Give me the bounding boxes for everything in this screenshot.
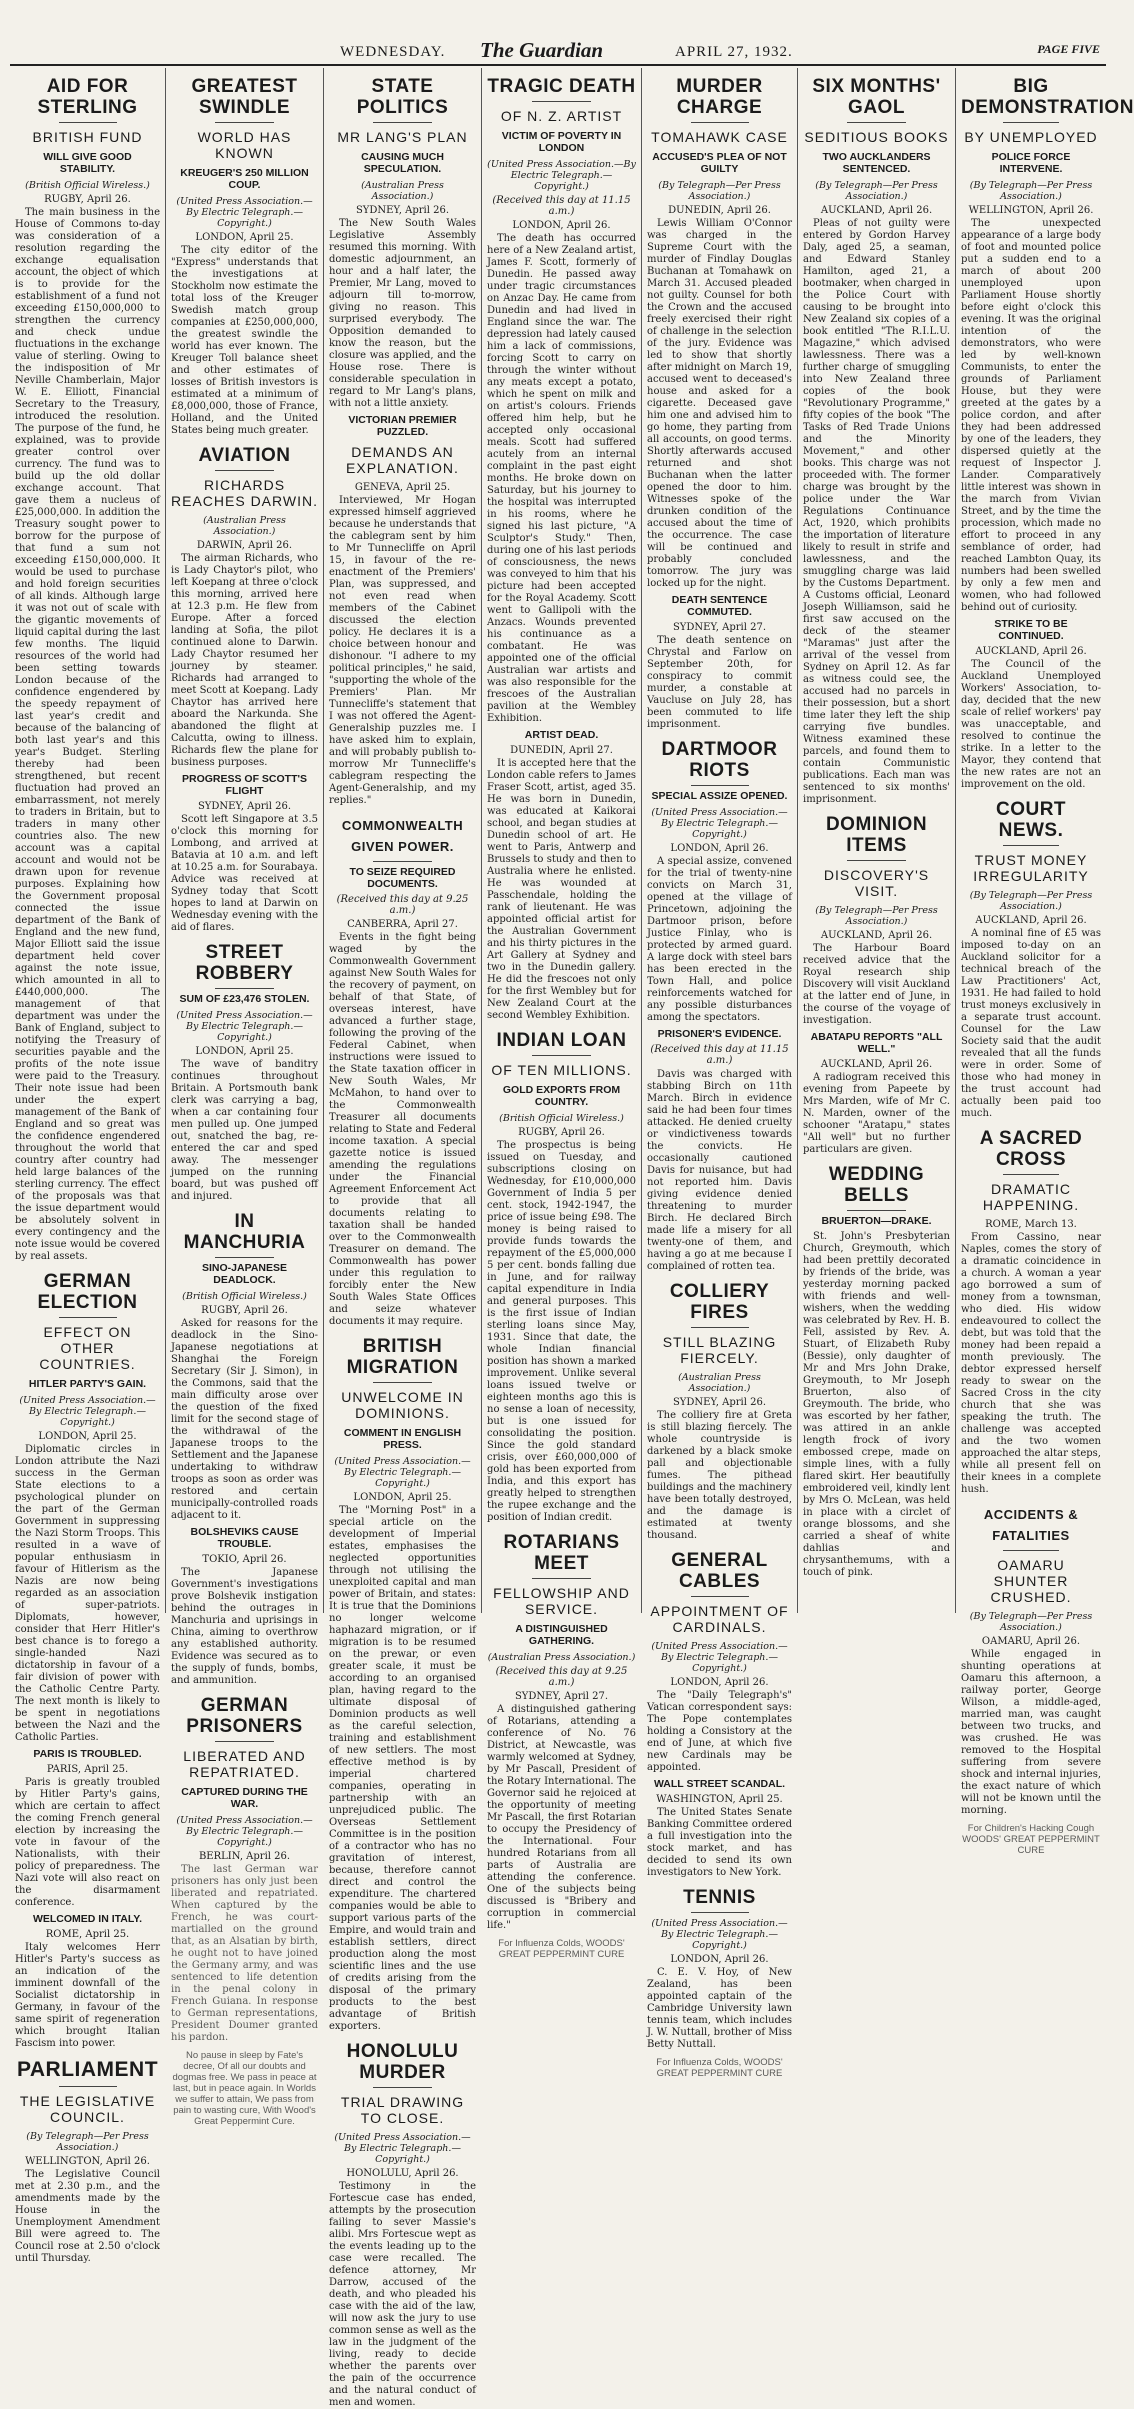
divider [373,861,432,862]
article-body: The prospectus is being issued on Tuesday, and subscriptions closing on Wednesday, for £10,000,000 Government of India 5 per cent. stock, 1942-1947, the price of issue being £98. The money is being raised to provide funds towards the repayment of the £5,000,000 5 per cent. bonds falling due in June, and for railway capital expenditure in India and general purposes. This is the first issue of Indian sterling loans since May, 1931. Since that date, the whole Indian financial position has shown a marked improvement. Unlike several loans issued twelve or eighteen months ago this is no sense a loan of necessity, but is one issued for consolidating the position. Since the gold standard crisis, over £60,000,000 of gold has been exported from India, and this export has greatly helped to strengthen the rupee exchange and the position of Indian credit. [487,1140,636,1523]
headline: TENNIS [683,1887,756,1908]
wire-credit: (United Press Association.—By Electric Telegraph.—Copyright.) [176,196,313,229]
deck: DEATH SENTENCE COMMUTED. [671,594,768,618]
received-note: (Received this day at 11.15 a.m.) [492,195,631,217]
article [961,618,1101,791]
article-body: Interviewed, Mr Hogan expressed himself aggrieved because he understands that the cablegram sent by him to Mr Tunnecliffe on April 15, in favour of the re-enactment of the Premiers' Plan, was suppressed, and not even read when members of the Cabinet discussed the election policy. He declares it is a choice between honour and dishonour. "I adhere to my political principles," he said, "supporting the whole of the Premiers' Plan. Mr Tunnecliffe's statement that I was not offered the Agent-Generalship puzzles me. I have asked him to explain, and will probably publish to-morrow Mr Tunnecliffe's cablegram respecting the Agent-Generalship, and my replies." [329,495,476,806]
deck: CAPTURED DURING THE WAR. [181,1786,308,1810]
article-body: Davis was charged with stabbing Birch on 11th March. Birch in evidence said he had been four times attacked. He denied cruelty or vindictiveness towards the convicts. He occasionally cautioned Davis for nuisance, but had not reported him. Davis giving evidence denied threatening to murder Birch. He declared Birch made life a misery for all twenty-one of them, and having a go at me because I complained of rotten tea. [647,1069,792,1272]
article [15,76,160,1263]
deck: TO SEIZE REQUIRED DOCUMENTS. [349,866,456,890]
divider [1003,845,1059,846]
dateline: SYDNEY, April 27. [514,1691,609,1702]
dateline: LONDON, April 26. [670,1954,769,1965]
page-number: PAGE FIVE [1037,42,1100,56]
divider [59,122,117,123]
deck: POLICE FORCE INTERVENE. [991,151,1071,175]
deck: ABATAPU REPORTS "ALL WELL." [810,1031,943,1055]
dateline: PARIS, April 25. [46,1764,129,1775]
article-body: The Japanese Government's investigations prove Bolshevik instigation behind the outrages in Manchuria and uprisings in China, aiming to overthrow any established authority. Evidence was secured as to the supply of funds, bombs, and ammunition. [171,1567,318,1686]
subheadline: APPOINTMENT OF CARDINALS. [650,1603,789,1635]
article-body: St. John's Presbyterian Church, Greymouth, which had been prettily decorated by friends of the bride, was yesterday morning packed with friends and well-wishers, when the wedding was celebrated by Rev. H. B. Fell, assisted by Rev. A. Stuart, of Elizabeth Ruby (Bessie), only daughter of Mr and Mrs John Drake, Greymouth, to Mr Joseph Bruerton, also of Greymouth. The bride, who was escorted by her father, was attired in an ankle length frock of ivory embossed crepe, made on simple lines, with a fully flared skirt. Her beautifully embroidered veil, kindly lent by Mrs O. McLean, was held in place with a circlet of orange blossoms, and she carried a sheaf of white dahlias and chrysanthemums, with a touch of pink. [803,1231,950,1578]
article [487,76,636,725]
deck: WALL STREET SCANDAL. [653,1778,786,1790]
headline: AVIATION [198,445,291,466]
article-body: Italy welcomes Herr Hitler's Party's success as an indication of the imminent downfall of the Socialist dictatorship in Germany, in favour of the same spirit of regeneration which brought Italian Fascism into power. [15,1942,160,2049]
headline: COMMONWEALTH GIVEN POWER. [341,818,464,854]
advertisement [171,2050,318,2127]
deck: GOLD EXPORTS FROM COUNTRY. [502,1084,621,1108]
article [171,1211,318,1522]
divider [532,1578,592,1579]
headline: COURT NEWS. [995,799,1067,841]
deck: SUM OF £23,476 STOLEN. [179,993,310,1005]
column-4 [482,68,642,1960]
subheadline: RICHARDS REACHES DARWIN. [171,477,318,509]
article [803,1031,950,1156]
article-body: The Council of the Auckland Unemployed Workers' Association, to-day, decided that the new scale of relief workers' pay was unacceptable, and resolved to continue the strike. In a letter to the Mayor, they contend that the new rates are not an improvement on the old. [961,659,1101,790]
article [803,76,950,806]
dateline: HONOLULU, April 26. [346,2168,459,2179]
article [961,76,1134,614]
deck: ARTIST DEAD. [524,729,599,741]
article [15,1748,160,1909]
article-body: The colliery fire at Greta is still blazing fiercely. The whole countryside is darkened by a black smoke pall and objectionable fumes. The pithead buildings and the machinery have been totally destroyed, and the damage is estimated at twenty thousand. [647,1410,792,1541]
headline: INDIAN LOAN [496,1030,627,1051]
wire-credit: (United Press Association.—By Electric Telegraph.—Copyright.) [651,1918,788,1951]
subheadline: DISCOVERY'S VISIT. [823,867,930,899]
article-body: The New South Wales Legislative Assembly resumed this morning. With domestic adjournment, an hour and a half later, the Premier, Mr Lang, moved to adjourn till to-morrow, giving no reason. This surprised everybody. The Opposition demanded to know the reason, but the closure was applied, and the House rose. There is considerable speculation in regard to Mr Lang's plans, with not a little anxiety. [329,218,476,409]
divider [532,101,592,102]
article-body: The Harbour Board received advice that the Royal research ship Discovery will visit Auckland at the latter end of June, in the course of the voyage of investigation. [803,943,950,1026]
divider [691,1596,749,1597]
divider [691,785,749,786]
dateline: RUGBY, April 26. [201,1305,288,1316]
subheadline: DRAMATIC HAPPENING. [982,1181,1080,1213]
column-1 [10,68,166,2264]
divider [215,1257,274,1258]
divider [373,122,432,123]
divider [1003,122,1059,123]
article-body: The death has occurred here of a New Zealand artist, James F. Scott, formerly of Dunedin. He passed away under tragic circumstances on Anzac Day. He came from Dunedin and had lived in England since the war. The depression had lately caused him a lack of commissions, forcing Scott to carry on through the winter without any meats except a potato, which he spent on milk and on artist's colours. Friends offered him help, but he accepted only occasional meals. Scott had suffered acutely from an internal complaint in the past eight months. He broke down on Saturday, but his journey to the hospital was interrupted in his rooms, where he signed his last picture, "A Sculptor's Study." Then, during one of his last periods of consciousness, the news was conveyed to him that his picture had been accepted for the Royal Academy. Scott went to Gallipoli with the Anzacs. Wounds prevented his continuance as a combatant. He was appointed one of the official Australian war artists and was also responsible for the frescoes of the Australian pavilion at the Wembley Exhibition. [487,233,636,724]
headline: PARLIAMENT [16,2058,159,2081]
article [647,739,792,1024]
article [647,76,792,590]
wire-credit: (Australian Press Association.) [203,515,286,537]
deck: SINO-JAPANESE DEADLOCK. [202,1262,287,1286]
wire-credit: (Australian Press Association.) [678,1372,761,1394]
headline: GREATEST SWINDLE [191,76,298,118]
deck: KREUGER'S 250 MILLION COUP. [180,167,309,191]
headline: SIX MONTHS' GAOL [812,76,941,118]
article [647,1778,792,1879]
subheadline: SEDITIOUS BOOKS [804,129,949,145]
article-body: While engaged in shunting operations at Oamaru this afternoon, a railway porter, George Wilson, a middle-aged, married man, was caught between two trucks, and was crushed. He was removed to the Hospital suffering from severe shock and internal injuries, the exact nature of which will not be known until the morning. [961,1649,1101,1816]
subheadline: UNWELCOME IN DOMINIONS. [341,1389,464,1421]
headline: A SACRED CROSS [979,1128,1083,1170]
article [961,799,1101,1120]
divider [847,860,906,861]
article-body: Paris is greatly troubled by Hitler Party's gains, which are certain to affect the coming French general election by increasing the vote in favour of the Nationalists, with their policy of preparedness. The Nazi vote will also react on the disarmament conference. [15,1777,160,1908]
divider [373,2087,432,2088]
article-body: It is accepted here that the London cable refers to James Fraser Scott, artist, aged 35. He was born in Dunedin, was educated at Kaikorai school, and began studies at Dunedin school of art. He went to Paris, Antwerp and Brussels to study and then to Australia where he enlisted. He was wounded at Passchendale, holding the rank of lieutenant. He was appointed official artist for the Australian Government and his thirty pictures in the Art Gallery at Sydney and two in the Dunedin gallery. He did the frescoes not only for the first Wembley but for New Zealand Court at the second Wembley Exhibition. [487,758,636,1021]
wire-credit: (By Telegraph—Per Press Association.) [969,180,1093,202]
headline: STREET ROBBERY [195,942,294,984]
headline: BRITISH MIGRATION [346,1336,459,1378]
headline: DOMINION ITEMS [825,814,928,856]
article [171,1695,318,2044]
headline: DARTMOOR RIOTS [661,739,778,781]
article [647,1887,792,2051]
ad-text: No pause in sleep by Fate's decree, Of all our doubts and dogmas free. We pass in peace at last, but in peace again. In Worlds we suffer to attain, We pass from pain to wasting cure, With Wood's Great Peppermint Cure. [172,2050,317,2127]
divider [691,1327,749,1328]
article-body: The unexpected appearance of a large body of foot and mounted police put a sudden end to a march of about 200 unemployed upon Parliament House shortly before eight o'clock this evening. It was the original intention of the demonstrators, who were led by well-known Communists, to enter the grounds of Parliament House, but they were greeted at the gates by a police cordon, and after they had been addressed by one of the leaders, they dispersed quietly at the request of Inspector J. Lander. Comparatively little interest was shown in the march from Vivian Street, and by the time the procession, which made no effort to proceed in any semblance of order, had reached Lambton Quay, its numbers had been swelled by only a few men and women, who had followed behind out of curiosity. [961,218,1101,613]
wire-credit: (British Official Wireless.) [182,1291,307,1302]
wire-credit: (United Press Association.—By Electric Telegraph.—Copyright.) [334,1456,471,1489]
dateline: WASHINGTON, April 25. [656,1794,783,1805]
dateline: DARWIN, April 26. [196,540,293,551]
received-note: (Received this day at 9.25 a.m.) [495,1666,628,1688]
subheadline: LIBERATED AND REPATRIATED. [183,1748,306,1780]
article-body: C. E. V. Hoy, of New Zealand, has been appointed captain of the Cambridge University lawn tennis team, which includes J. W. Nuttall, brother of Miss Betty Nuttall. [647,1967,792,2050]
dateline: AUCKLAND, April 26. [820,205,933,216]
article-body: Testimony in the Fortescue case has ended, attempts by the prosecution failing to sever Massie's alibi. Mrs Fortescue wept as the events leading up to the case were recalled. The defence attorney, Mr Darrow, accused of the death, and who pleaded his case with the aid of the law, will now ask the jury to use common sense as well as the law in the judgment of the living, ready to decide whether the parents over the pain of the occurrence and the natural conduct of men and women. [329,2181,476,2408]
ad-text: For Influenza Colds, WOODS' GREAT PEPPERMINT CURE [656,2057,783,2079]
wire-credit: (United Press Association.—By Electric Telegraph.—Copyright.) [334,2132,471,2165]
dateline: WELLINGTON, April 26. [25,2156,150,2167]
article [803,1164,950,1579]
divider [1003,1174,1059,1175]
headline: GERMAN ELECTION [37,1271,138,1313]
article-body: A distinguished gathering of Rotarians, attending a conference of No. 76 District, at Newcastle, was warmly welcomed at Sydney, by Mr Pascall, President of the Rotary International. The Governor said he rejoiced at the opportunity of meeting Mr Pascall, the first Rotarian to occupy the Presidency of the International. Four hundred Rotarians from all parts of Australia are attending the conference. One of the subjects being discussed is "Bribery and corruption in commercial life." [487,1704,636,1931]
article-body: Lewis William O'Connor was charged in the Supreme Court with the murder of Findlay Douglas Buchanan at Tomahawk on March 31. Accused pleaded not guilty. Counsel for both the Crown and the accused freely exercised their right of challenge in the selection of the jury. Evidence was led to show that shortly after midnight on March 19, accused went to deceased's house and asked for a cigarette. Deceased gave him one and advised him to go home, they parting from all accounts, on good terms. Shortly afterwards accused returned and shot Buchanan when the latter opened the door to him. Witnesses spoke of the drunken condition of the accused about the time of the occurrence. The case will be continued and probably concluded tomorrow. The jury was locked up for the night. [647,218,792,589]
deck: BOLSHEVIKS CAUSE TROUBLE. [190,1526,299,1550]
wire-credit: (Australian Press Association.) [361,180,444,202]
dateline: AUCKLAND, April 26. [820,1059,933,1070]
article-body: Diplomatic circles in London attribute the Nazi success in the German State elections to a psychological plunder on the part of the German Government in suppressing the Nazi Storm Troops. This resulted in a wave of popular enthusiasm in favour of Hitlerism as the Nazis are now being regarded as an association of super-patriots. Diplomats, however, consider that Herr Hitler's best chance is to forego a single-handed Nazi dictatorship in favour of a fair division of power with the Catholic Centre Party. The next month is likely to be spent in negotiations between the Nazi and the Catholic Parties. [15,1444,160,1743]
deck: VICTIM OF POVERTY IN LONDON [501,130,622,154]
masthead [10,38,1106,66]
subheadline: OF N. Z. ARTIST [500,108,623,124]
wire-credit: (United Press Association.—By Electric Telegraph.—Copyright.) [487,159,636,192]
headline: BIG DEMONSTRATION [961,76,1134,118]
article [329,414,476,807]
divider [59,2086,117,2087]
article [15,1913,160,2050]
subheadline: MR LANG'S PLAN [337,129,468,145]
article-body: Scott left Singapore at 3.5 o'clock this morning for Lombong, and arrived at Batavia at 10 a.m. and left at 10.25 a.m. for Sourabaya. Advice was received at Sydney today that Scott hopes to land at Darwin on Wednesday evening with the aid of flares. [171,814,318,933]
masthead-date: APRIL 27, 1932. [675,44,793,60]
deck: ACCUSED'S PLEA OF NOT GUILTY [652,151,787,175]
divider [847,1210,906,1211]
article [647,1281,792,1542]
divider [532,1055,592,1056]
wire-credit: (British Official Wireless.) [25,180,150,191]
dateline: AUCKLAND, April 26. [975,915,1087,926]
article [487,1030,636,1524]
subheadline: OAMARU SHUNTER CRUSHED. [990,1557,1072,1605]
headline: GERMAN PRISONERS [186,1695,303,1737]
headline: GENERAL CABLES [671,1550,768,1592]
dateline: DUNEDIN, April 27. [510,745,613,756]
newspaper-title: The Guardian [480,38,604,62]
wire-credit: (By Telegraph—Per Press Association.) [26,2131,149,2153]
wire-credit: (By Telegraph—Per Press Association.) [969,890,1093,912]
subheadline: DEMANDS AN EXPLANATION. [346,444,459,476]
dateline: OAMARU, April 26. [981,1636,1081,1647]
column-3 [324,68,482,2408]
divider [1003,1550,1059,1551]
subheadline: BRITISH FUND [32,129,143,145]
dateline: LONDON, April 26. [670,843,769,854]
article [329,76,476,410]
divider [691,1912,749,1913]
article [329,1336,476,2033]
headline: IN MANCHURIA [183,1211,306,1253]
article [961,1128,1101,1496]
article [329,815,476,1328]
article-body: The death sentence on Chrystal and Farlow on September 20th, for conspiracy to commit murder, a constable at Vaucluse on July 28, has been commuted to life imprisonment. [647,635,792,730]
wire-credit: (By Telegraph—Per Press Association.) [815,905,938,927]
deck: WILL GIVE GOOD STABILITY. [43,151,132,175]
dateline: ROME, April 25. [45,1929,130,1940]
subheadline: EFFECT ON OTHER COUNTRIES. [39,1324,136,1372]
deck: SPECIAL ASSIZE OPENED. [651,790,788,802]
subheadline: WORLD HAS KNOWN [197,129,292,161]
deck: PRISONER'S EVIDENCE. [657,1028,782,1040]
article [15,2058,160,2265]
column-2 [166,68,324,2127]
dateline: SYDNEY, April 26. [672,1397,767,1408]
article-body: The wave of banditry continues throughout Britain. A Portsmouth bank clerk was carrying a bag, when a car containing four men pulled up. One jumped out, snatched the bag, re-entered the car and sped away. The messenger jumped on the running board, but was pushed off and injured. [171,1059,318,1202]
wire-credit: (By Telegraph—Per Press Association.) [969,1611,1093,1633]
dateline: RUGBY, April 26. [518,1127,605,1138]
article [647,1550,792,1774]
dateline: LONDON, April 26. [512,220,611,231]
dateline: BERLIN, April 26. [198,1851,291,1862]
deck: PROGRESS OF SCOTT'S FLIGHT [181,773,307,797]
deck: CAUSING MUCH SPECULATION. [361,151,444,175]
article [171,445,318,769]
article-body: The city editor of the "Express" understands that the investigations at Stockholm now estimate the total loss of the Kreuger Swedish match group companies at £250,000,000, the greatest swindle the world has ever known. The Kreuger Toll balance sheet and other estimates of losses of British investors is estimated at a minimum of £8,000,000, those of France, Holland, and the United States being much greater. [171,245,318,436]
dateline: LONDON, April 25. [353,1492,452,1503]
article-body: A radiogram received this evening from Papeete by Mrs Marden, wife of Mr C. N. Marden, owner of the schooner "Aratapu," states "All well" but no further particulars are given. [803,1072,950,1155]
headline: MURDER CHARGE [676,76,763,118]
deck: A DISTINGUISHED GATHERING. [515,1623,608,1647]
dateline: LONDON, April 25. [38,1431,137,1442]
headline: WEDDING BELLS [828,1164,925,1206]
wire-credit: (Australian Press Association.) [487,1652,636,1663]
dateline: WELLINGTON, April 26. [968,205,1094,216]
received-note: (Received this day at 11.15 a.m.) [650,1044,789,1066]
article [171,1526,318,1687]
headline: TRAGIC DEATH [487,76,636,97]
deck: WELCOMED IN ITALY. [32,1913,143,1925]
advertisement [487,1938,636,1960]
article-body: A special assize, convened for the trial of twenty-nine convicts on March 31, opened at the village of Princetown, adjoining the Dartmoor prison, before Justice Finlay, who is protected by armed guard. A large dock with steel bars has been erected in the Town Hall, and police reinforcements watched for any possible disturbances among the spectators. [647,856,792,1023]
advertisement [961,1823,1101,1856]
article [171,773,318,934]
received-note: (Received this day at 9.25 a.m.) [336,894,469,916]
subheadline: TOMAHAWK CASE [651,129,788,145]
divider [847,122,906,123]
article-body: The airman Richards, who is Lady Chaytor's pilot, who left Koepang at three o'clock this morning, arrived here at 12.3 p.m. He flew from Europe. After a forced landing at Sofia, the pilot continued alone to Darwin. Lady Chaytor resumed her journey by steamer. Richards had arranged to meet Scott at Koepang. Lady Chaytor has arrived here aboard the Narkunda. She abandoned the flight at Calcutta, owing to illness. Richards flew the plane for business purposes. [171,553,318,768]
article [487,1532,636,1932]
ad-text: For Influenza Colds, WOODS' GREAT PEPPERMINT CURE [498,1938,625,1960]
ad-text: For Children's Hacking Cough WOODS' GREAT PEPPERMINT CURE [962,1823,1100,1856]
dateline: RUGBY, April 26. [44,194,131,205]
wire-credit: (United Press Association.—By Electric Telegraph.—Copyright.) [19,1395,156,1428]
wire-credit: (United Press Association.—By Electric Telegraph.—Copyright.) [176,1815,313,1848]
headline: STATE POLITICS [356,76,449,118]
headline: ACCIDENTS & FATALITIES [983,1507,1079,1543]
article [803,814,950,1027]
newspaper-columns [10,68,1134,2408]
deck: PARIS IS TROUBLED. [33,1748,142,1760]
dateline: SYDNEY, April 26. [355,205,450,216]
headline: HONOLULU MURDER [346,2041,459,2083]
column-6 [798,68,956,1613]
deck: TWO AUCKLANDERS SENTENCED. [822,151,931,175]
subheadline: BY UNEMPLOYED [964,129,1098,145]
article-body: The "Daily Telegraph's" Vatican correspondent says: The Pope contemplates holding a Consistory at the end of June, at which five new Cardinals may be appointed. [647,1690,792,1773]
article-body: Asked for reasons for the deadlock in the Sino-Japanese negotiations at Shanghai the Foreign Secretary (Sir J. Simon), in the Commons, said that the main difficulty arose over the question of the fixed limit for the second stage of the withdrawal of the Japanese troops to the Settlement and the Japanese undertaking to withdraw troops as soon as order was restored and certain municipally-controlled roads adjacent to it. [171,1318,318,1521]
divider [373,1382,432,1383]
article [171,76,318,437]
divider [215,470,274,471]
article-body: A nominal fine of £5 was imposed to-day on an Auckland solicitor for a technical breach of the Law Practitioners' Act, 1931. He had failed to hold trust moneys exclusively in a separate trust account. Counsel for the Law Society said that the audit revealed that all the funds were in order. Some of those who had money in the trust account had actually been paid too much. [961,928,1101,1119]
deck: BRUERTON—DRAKE. [821,1215,932,1227]
deck: HITLER PARTY'S GAIN. [28,1378,147,1390]
dateline: LONDON, April 25. [195,1046,294,1057]
column-7 [956,68,1134,1856]
dateline: GENEVA, April 25. [354,482,451,493]
subheadline: THE LEGISLATIVE COUNCIL. [19,2093,156,2125]
wire-credit: (By Telegraph—Per Press Association.) [815,180,938,202]
wire-credit: (United Press Association.—By Electric Telegraph.—Copyright.) [651,1641,788,1674]
dateline: SYDNEY, April 26. [197,801,292,812]
column-5 [642,68,798,2079]
deck: STRIKE TO BE CONTINUED. [994,618,1068,642]
subheadline: OF TEN MILLIONS. [491,1062,632,1078]
headline: ROTARIANS MEET [503,1532,620,1574]
dateline: TOKIO, April 26. [202,1554,287,1565]
article-body: The Legislative Council met at 2.30 p.m., and the amendments made by the House in the Unemployment Amendment Bill were agreed to. The Council rose at 2.50 o'clock until Thursday. [15,2169,160,2264]
dateline: LONDON, April 25. [195,232,294,243]
article [487,729,636,1022]
divider [691,122,749,123]
divider [215,122,274,123]
deck: COMMENT IN ENGLISH PRESS. [343,1427,462,1451]
dateline: ROME, March 13. [985,1219,1077,1230]
dateline: AUCKLAND, April 26. [820,930,933,941]
wire-credit: (By Telegraph—Per Press Association.) [658,180,781,202]
headline: AID FOR STERLING [37,76,138,118]
subheadline: FELLOWSHIP AND SERVICE. [493,1585,630,1617]
article [647,1028,792,1273]
dateline: CANBERRA, April 27. [347,919,458,930]
advertisement [647,2057,792,2079]
wire-credit: (British Official Wireless.) [499,1113,624,1124]
dateline: AUCKLAND, April 26. [975,646,1087,657]
subheadline: STILL BLAZING FIERCELY. [662,1334,777,1366]
article-body: The last German war prisoners has only just been liberated and repatriated. When captured by the French, he was court-martialled on the ground that, as an Alsatian by birth, he ought not to have joined the Germany army, and was sentenced to life detention in the penal colony in French Guiana. In response to German representations, President Doumer granted his pardon. [171,1864,318,2043]
dateline: DUNEDIN, April 26. [668,205,771,216]
subheadline: TRUST MONEY IRREGULARITY [973,852,1089,884]
article-body: The main business in the House of Commons to-day was consideration of a resolution regarding the exchange equalisation account, the object of which is to provide for the establishment of a fund not exceeding £150,000,000 to strengthen the currency and check undue fluctuations in the exchange value of sterling. Owing to the indisposition of Mr Neville Chamberlain, Major W. E. Elliott, Financial Secretary to the Treasury, introduced the resolution. The purpose of the fund, he explained, was to provide greater control over currency. The fund was to build up the old dollar exchange account. That gave them a nucleus of £25,000,000. In addition the Treasury sought power to borrow for the purpose of that fund a sum not exceeding £150,000,000. It would be used to purchase and hold foreign securities of all kinds. Although large it was not out of scale with the gigantic movements of liquid capital during the last few months. The liquid resources of the world had been setting towards London because of the confidence engendered by the speedy repayment of last year's credit and because of the balancing of both last year's and this year's Budget. Sterling thereby had been strengthened, but recent fluctuation had proved an embarrassment, not merely to traders in Britain, but to traders in many other countries also. The new account was a capital account and would not be drawn upon for revenue purposes. Explaining how the Government proposal connected the issue department of the Bank of England and the new fund, Major Elliott said the issue department held cover against the note issue, which amounted in all to £440,000,000. The management of that department was under the Bank of England, subject to notifying the Treasury of securities payable and the profits of the note issue were paid to the Treasury. Their note issue had been under the expert management of the Bank of England and so great was the confidence engendered throughout the world that country after country had held large balances of the sterling currency. The effect of the proposals was that the issue department would be absolutely solvent in every contingency and the note issue would be covered by real assets. [15,207,160,1262]
article-body: Events in the fight being waged by the Commonwealth Government against New South Wales for the recovery of payment, on behalf of that State, of overseas interest, have advanced a further stage, following the proving of the Federal Cabinet, when instructions were issued to the State taxation officer in New South Wales, Mr McMahon, to hand over to the Commonwealth Treasurer all documents relating to State and Federal income taxation. A special gazette notice is issued amending the regulations under the Financial Agreement Enforcement Act to provide that all documents relating to taxation shall be handed over to the Commonwealth Treasurer on demand. The Commonwealth has power under this regulation to forcibly enter the New South Wales State Offices and seize whatever documents it may require. [329,932,476,1327]
article-body: The "Morning Post" in a special article on the development of Imperial estates, emphasises the neglected opportunities through not utilising the unexploited capital and man power of Britain, and states: It is true that the Dominions no longer welcome haphazard migration, or if migration is to be resumed on the prewar, or even greater scale, it must be according to an organised plan, having regard to the ultimate disposal of Dominion products as well as the careful selection, training and establishment of new settlers. The most effective method is by imperial chartered companies, operating in partnership with an unprejudiced public. The Overseas Settlement Committee is in the position of a contractor who has no gravitation of interest, because, therefore cannot direct and control the expenditure. The chartered companies would be able to support various parts of the Empire, and would train and establish settlers, direct production along the most scientific lines and the use of credits arising from the disposal of the primary products to the best advantage of British exporters. [329,1505,476,2032]
wire-credit: (United Press Association.—By Electric Telegraph.—Copyright.) [176,1010,313,1043]
dateline: LONDON, April 26. [670,1677,769,1688]
article [15,1271,160,1744]
wire-credit: (United Press Association.—By Electric Telegraph.—Copyright.) [651,807,788,840]
headline: COLLIERY FIRES [669,1281,770,1323]
article [961,1504,1101,1817]
article-body: From Cassino, near Naples, comes the story of a dramatic coincidence in a church. A woman a year ago borrowed a sum of money from a townsman, who died. His widow endeavoured to collect the debt, but was told that the money had been repaid a month previously. The debtor expressed herself ready to swear on the Sacred Cross in the city church that she was speaking the truth. The challenge was accepted and the two women approached the altar steps, while all present fell on their knees in a complete hush. [961,1232,1101,1495]
divider [215,988,274,989]
masthead-day: WEDNESDAY. [340,44,446,60]
article [329,2041,476,2409]
article-body: Pleas of not guilty were entered by Gordon Harvey Daly, aged 25, a seaman, and Edward Stanley Hamilton, aged 21, a bootmaker, when charged in the Police Court with causing to be brought into New Zealand six copies of a book entitled "The R.I.L.U. Magazine," which advised lawlessness. There was a further charge of smuggling into New Zealand three copies of the book "Revolutionary Programme," fifty copies of the book "The Tasks of Red Trade Unions and the Minority Movement," and other books. This charge was not proceeded with. The former charge was brought by the police under the War Regulations Continuance Act, 1920, which prohibits the importation of literature likely to result in strife and lawlessness, and the smuggling charge was laid by the Customs Department. A Customs official, Leonard Joseph Williamson, said he first saw accused on the deck of the steamer "Maramas" just after the arrival of the vessel from Sydney on April 12. As far as witness could see, the accused had no parcels in their possession, but a short time later they left the ship carrying five bundles. Witness examined these parcels, and found them to contain Communistic publications. Each man was sentenced to six months' imprisonment. [803,218,950,805]
deck: VICTORIAN PREMIER PUZZLED. [348,414,457,438]
article [647,594,792,731]
divider [215,1741,274,1742]
article [171,942,318,1203]
dateline: SYDNEY, April 27. [672,622,767,633]
divider [59,1317,117,1318]
subheadline: TRIAL DRAWING TO CLOSE. [340,2094,465,2126]
article-body: The United States Senate Banking Committee ordered a full investigation into the stock market, and has decided to send its own investigators to New York. [647,1807,792,1878]
